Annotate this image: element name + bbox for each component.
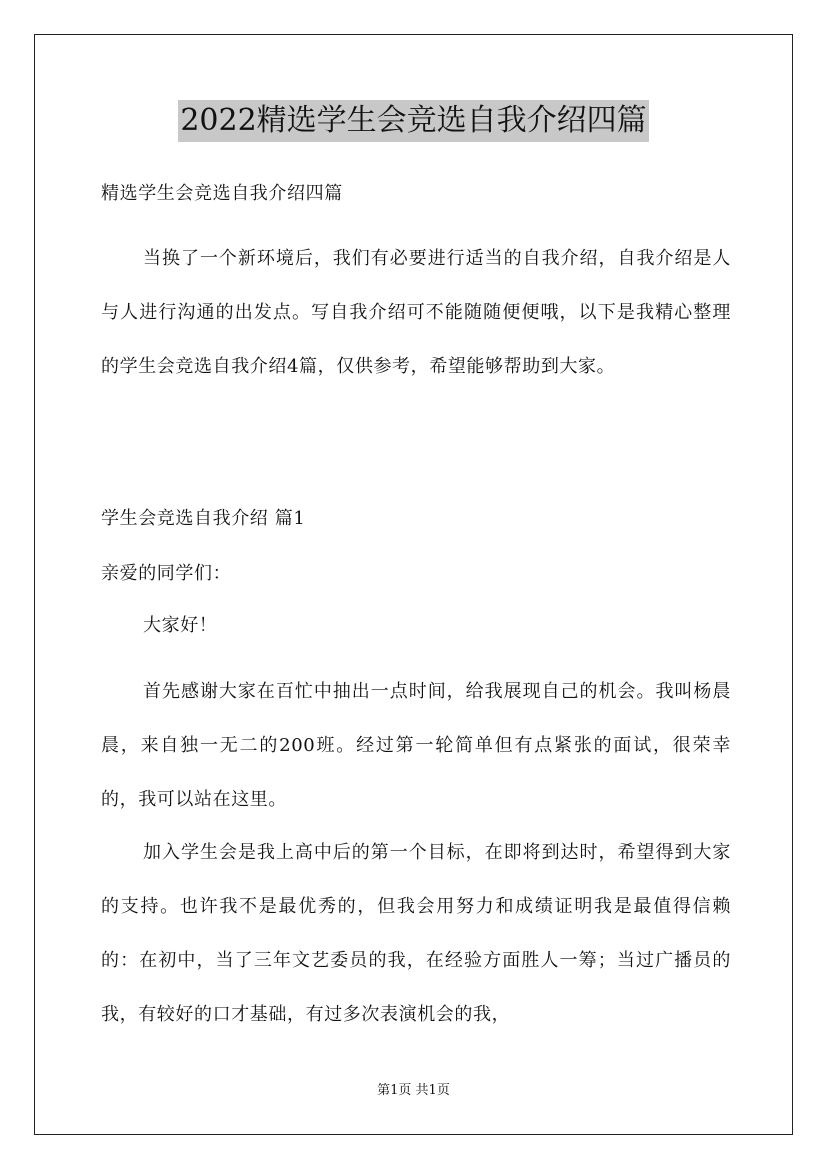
greeting: 大家好！ <box>143 615 218 636</box>
section-heading: 学生会竞选自我介绍 篇1 <box>101 508 306 529</box>
intro-paragraph: 当换了一个新环境后，我们有必要进行适当的自我介绍，自我介绍是人与人进行沟通的出发点。写自我介绍可不能随随便便哦，以下是我精心整理的学生会竞选自我介绍4篇，仅供参考，希望能够帮助到大家。 <box>101 248 731 377</box>
document-title <box>0 100 827 142</box>
body-paragraph-1: 首先感谢大家在百忙中抽出一点时间，给我展现自己的机会。我叫杨晨晨，来自独一无二的200班。经过第一轮简单但有点紧张的面试，很荣幸的，我可以站在这里。 <box>101 681 731 810</box>
document-subtitle: 精选学生会竞选自我介绍四篇 <box>101 183 343 204</box>
body-paragraph-2: 加入学生会是我上高中后的第一个目标，在即将到达时，希望得到大家的支持。也许我不是最优秀的，但我会用努力和成绩证明我是最值得信赖的：在初中，当了三年文艺委员的我，在经验方面胜人一筹；当过广播员的我，有较好的口才基础，有过多次表演机会的我， <box>101 842 731 1025</box>
page-footer: 第1页 共1页 <box>377 1083 450 1098</box>
salutation: 亲爱的同学们： <box>101 563 232 584</box>
document-title-text: 2022精选学生会竞选自我介绍四篇 <box>178 100 648 142</box>
